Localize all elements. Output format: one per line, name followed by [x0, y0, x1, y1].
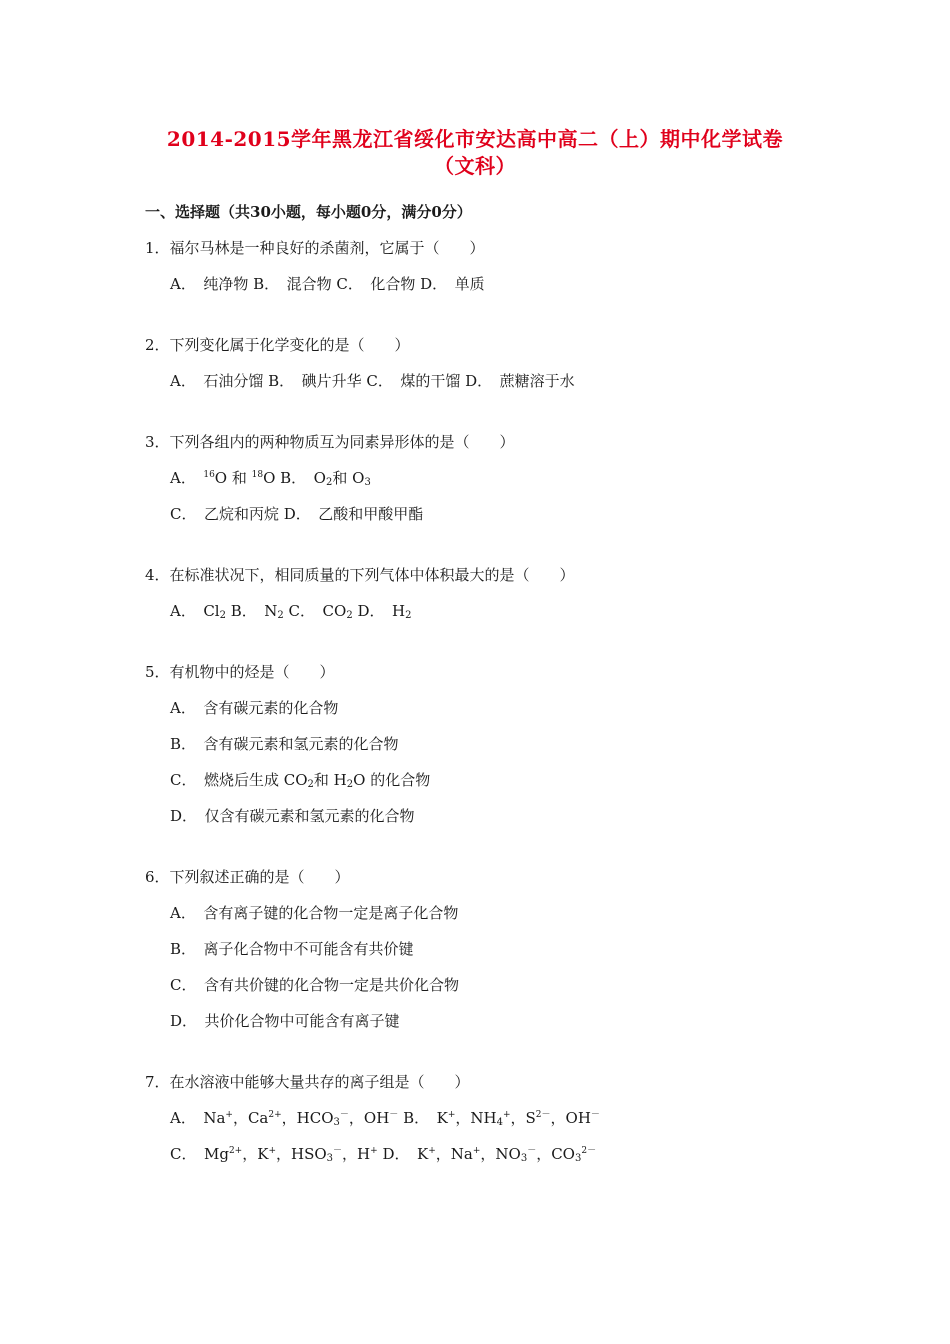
q7-ab-u7: 2－: [535, 1110, 551, 1120]
q3-isotope-18: 18: [251, 470, 264, 480]
q7-ab-u4: －: [389, 1110, 399, 1120]
question-6-option-b: B． 离子化合物中不可能含有共价键: [170, 940, 414, 958]
q7-cd-u8: 2－: [581, 1146, 597, 1156]
q5-c-sub2: 2: [346, 779, 354, 790]
q7-ab-t7: ，S: [510, 1109, 536, 1127]
q7-cd-t6: ，Na: [435, 1145, 473, 1163]
q7-ab-u2: 2+: [268, 1110, 282, 1120]
q4-opt-b: B． N: [225, 602, 278, 620]
q7-cd-u2: +: [268, 1146, 276, 1156]
section-heading: 一、选择题（共30小题，每小题0分，满分0分）: [145, 203, 472, 221]
question-4-stem: 4．在标准状况下，相同质量的下列气体中体积最大的是（ ）: [145, 566, 575, 584]
q7-ab-u5: +: [447, 1110, 456, 1120]
q3-sub-2: 2: [325, 477, 333, 488]
q3-a-mid1: O 和: [214, 469, 252, 487]
q7-cd-u5: +: [428, 1146, 436, 1156]
q3-a-prefix: A．: [170, 469, 204, 487]
q4-sub-d: 2: [405, 610, 412, 621]
question-6-stem: 6．下列叙述正确的是（ ）: [145, 868, 350, 886]
q7-cd-u3: －: [333, 1146, 343, 1156]
q5-c-sub1: 2: [307, 779, 314, 790]
question-7-stem: 7．在水溶液中能够大量共存的离子组是（ ）: [145, 1073, 470, 1091]
q5-c-post: O 的化合物: [353, 771, 431, 789]
q7-cd-d3: 3: [326, 1153, 334, 1164]
q7-cd-u1: 2+: [228, 1146, 243, 1156]
q4-opt-d: D． H: [352, 602, 406, 620]
q7-cd-t8: ，CO: [536, 1145, 575, 1163]
document-title: 2014-2015学年黑龙江省绥化市安达高中高二（上）期中化学试卷: [166, 127, 784, 151]
q7-ab-t1: A． Na: [170, 1109, 226, 1127]
question-5-stem: 5．有机物中的烃是（ ）: [145, 663, 335, 681]
q7-ab-t3: ，HCO: [281, 1109, 334, 1127]
q7-cd-t7: ，NO: [480, 1145, 521, 1163]
question-3-stem: 3．下列各组内的两种物质互为同素异形体的是（ ）: [145, 433, 515, 451]
q3-isotope-16: 16: [203, 470, 215, 480]
q7-cd-u4: +: [370, 1146, 378, 1156]
q4-sub-a: 2: [219, 610, 226, 621]
q7-cd-t3: ，HSO: [276, 1145, 327, 1163]
q3-sub-3: 3: [364, 477, 371, 488]
q7-ab-d3: 3: [333, 1117, 340, 1128]
document-subtitle: （文科）: [434, 154, 516, 178]
question-5-option-a: A． 含有碳元素的化合物: [170, 699, 339, 717]
q3-a-mid3: 和 O: [332, 469, 365, 487]
q4-opt-c: C． CO: [283, 602, 347, 620]
q7-ab-t5: B． K: [398, 1109, 448, 1127]
question-2-stem: 2．下列变化属于化学变化的是（ ）: [145, 336, 410, 354]
question-6-option-c: C． 含有共价键的化合物一定是共价化合物: [170, 976, 459, 994]
question-1-options: A． 纯净物 B． 混合物 C． 化合物 D． 单质: [170, 275, 485, 293]
q7-ab-t8: ，OH: [550, 1109, 591, 1127]
q7-ab-d6: 4: [496, 1117, 503, 1128]
q7-ab-t6: ，NH: [455, 1109, 497, 1127]
question-4-options: [170, 600, 411, 621]
question-3-options-cd: C． 乙烷和丙烷 D． 乙酸和甲酸甲酯: [170, 505, 424, 523]
q7-cd-d7: 3: [520, 1153, 528, 1164]
q3-a-mid2: O B． O: [263, 469, 326, 487]
q7-cd-t1: C． Mg: [170, 1145, 229, 1163]
q7-ab-u1: +: [225, 1110, 233, 1120]
q4-sub-b: 2: [277, 610, 284, 621]
q7-ab-t2: ，Ca: [232, 1109, 269, 1127]
question-3-options-ab: [170, 467, 371, 488]
question-5-option-d: D． 仅含有碳元素和氢元素的化合物: [170, 807, 415, 825]
q7-cd-t4: ，H: [342, 1145, 371, 1163]
question-1-stem: 1．福尔马林是一种良好的杀菌剂，它属于（ ）: [145, 239, 485, 257]
question-7-options-ab: [170, 1107, 600, 1128]
q7-ab-u3: －: [339, 1110, 349, 1120]
question-6-option-a: A． 含有离子键的化合物一定是离子化合物: [170, 904, 459, 922]
q7-cd-d8: 3: [574, 1153, 582, 1164]
question-5-option-c: [170, 769, 430, 790]
question-7-options-cd: [170, 1143, 596, 1164]
q7-ab-t4: ，OH: [348, 1109, 390, 1127]
q7-cd-u7: －: [527, 1146, 537, 1156]
q7-cd-u6: +: [472, 1146, 481, 1156]
q7-ab-u6: +: [502, 1110, 511, 1120]
question-5-option-b: B． 含有碳元素和氢元素的化合物: [170, 735, 399, 753]
question-6-option-d: D． 共价化合物中可能含有离子键: [170, 1012, 400, 1030]
q7-cd-t5: D． K: [377, 1145, 429, 1163]
q4-sub-c: 2: [346, 610, 353, 621]
q7-ab-u8: －: [590, 1110, 600, 1120]
q4-opt-a: A． Cl: [170, 602, 220, 620]
q5-c-mid: 和 H: [313, 771, 347, 789]
q7-cd-t2: ，K: [242, 1145, 269, 1163]
q5-c-pre: C． 燃烧后生成 CO: [170, 771, 308, 789]
question-2-options: A． 石油分馏 B． 碘片升华 C． 煤的干馏 D． 蔗糖溶于水: [170, 372, 575, 390]
